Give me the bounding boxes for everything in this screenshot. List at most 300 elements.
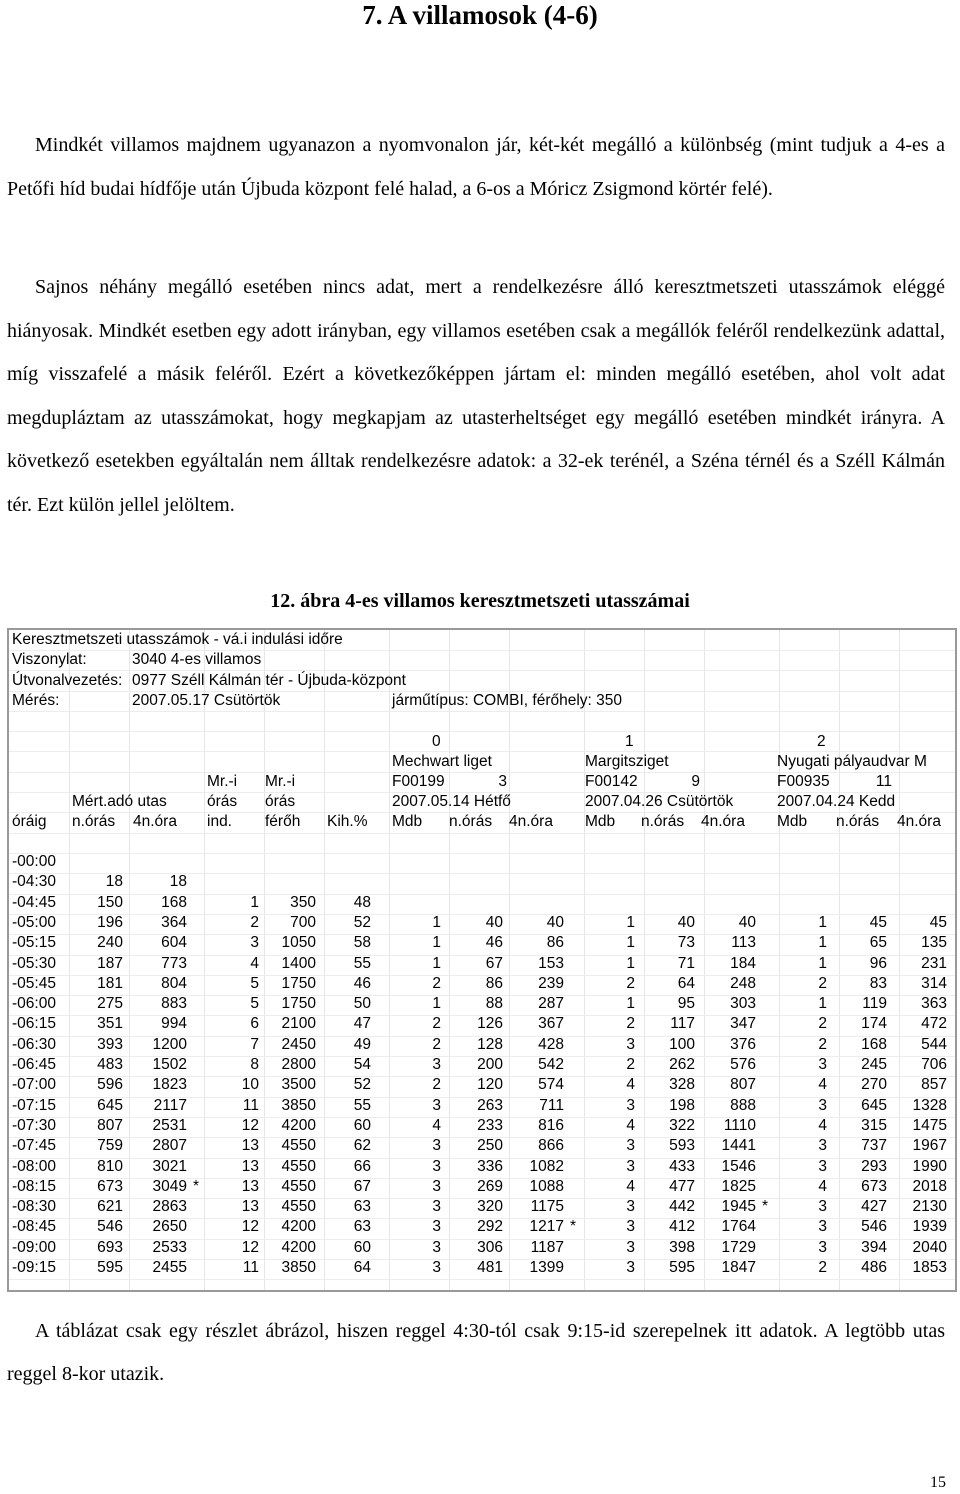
table-cell: 96 xyxy=(869,954,887,972)
table-cell: 2650 xyxy=(152,1218,187,1236)
table-cell: 2533 xyxy=(152,1238,187,1256)
missing-data-mark: * xyxy=(762,1198,769,1216)
table-cell: 810 xyxy=(97,1157,123,1175)
table-cell: 54 xyxy=(353,1056,371,1073)
table-cell: 4 xyxy=(818,1116,827,1134)
grid-line xyxy=(9,853,955,854)
table-cell: 1082 xyxy=(529,1157,564,1175)
table-cell: 48 xyxy=(353,893,371,911)
table-cell: 593 xyxy=(669,1137,695,1155)
sheet-header-text: 2007.05.17 Csütörtök xyxy=(132,691,281,709)
stop-code: F00935 xyxy=(777,773,830,790)
table-cell: 71 xyxy=(677,954,695,972)
table-cell: 62 xyxy=(353,1137,371,1155)
time-label: -07:30 xyxy=(12,1116,56,1134)
table-cell: 2 xyxy=(432,974,441,992)
table-cell: 3 xyxy=(432,1198,441,1216)
table-cell: 13 xyxy=(241,1157,259,1175)
time-label: -06:00 xyxy=(12,995,56,1013)
time-label: -07:00 xyxy=(12,1076,56,1094)
table-cell: 3 xyxy=(432,1157,441,1175)
table-cell: 1441 xyxy=(721,1137,756,1155)
table-cell: 2 xyxy=(818,974,827,992)
table-cell: 807 xyxy=(730,1076,756,1094)
table-cell: 200 xyxy=(477,1056,503,1073)
stop-code: F00142 xyxy=(585,773,638,790)
time-label: -04:45 xyxy=(12,893,56,911)
table-cell: 40 xyxy=(546,913,564,931)
table-cell: 1200 xyxy=(152,1035,187,1053)
table-cell: 40 xyxy=(677,913,695,931)
table-cell: 3850 xyxy=(281,1259,316,1276)
table-cell: 376 xyxy=(730,1035,756,1053)
table-cell: 12 xyxy=(241,1116,259,1134)
stop-name: Mechwart liget xyxy=(392,753,492,770)
table-cell: 5 xyxy=(250,995,259,1013)
missing-data-mark: * xyxy=(570,1218,577,1236)
stop-date: 2007.05.14 Hétfő xyxy=(392,793,511,810)
table-cell: 13 xyxy=(241,1177,259,1195)
table-cell: 128 xyxy=(477,1035,503,1053)
table-cell: 3 xyxy=(432,1177,441,1195)
table-cell: 2455 xyxy=(152,1259,187,1276)
table-cell: 2 xyxy=(626,1015,635,1033)
table-cell: 245 xyxy=(861,1056,887,1073)
table-cell: 64 xyxy=(353,1259,371,1276)
table-cell: 4550 xyxy=(281,1198,316,1216)
table-cell: 596 xyxy=(97,1076,123,1094)
table-cell: 1187 xyxy=(530,1238,564,1256)
table-cell: 1 xyxy=(626,954,635,972)
table-cell: 2040 xyxy=(912,1238,947,1256)
table-cell: 883 xyxy=(161,995,187,1013)
table-cell: 3 xyxy=(626,1137,635,1155)
table-cell: 3 xyxy=(626,1218,635,1236)
table-cell: 1546 xyxy=(721,1157,756,1175)
table-cell: 595 xyxy=(669,1259,695,1276)
table-cell: 4200 xyxy=(281,1218,316,1236)
table-cell: 693 xyxy=(97,1238,123,1256)
table-cell: 119 xyxy=(862,995,887,1013)
col-header: Mdb xyxy=(777,813,808,830)
table-cell: 804 xyxy=(161,974,187,992)
table-cell: 3 xyxy=(626,1157,635,1175)
stop-number: 9 xyxy=(691,773,700,790)
table-cell: 3 xyxy=(432,1137,441,1155)
table-cell: 13 xyxy=(241,1137,259,1155)
table-cell: 3 xyxy=(626,1259,635,1276)
sheet-header-text: Mérés: xyxy=(12,691,60,709)
table-cell: 1825 xyxy=(721,1177,756,1195)
table-cell: 711 xyxy=(539,1096,564,1114)
table-cell: 2 xyxy=(818,1035,827,1053)
table-cell: 2100 xyxy=(281,1015,316,1033)
sheet-header-text: Viszonylat: xyxy=(12,651,87,669)
table-cell: 4 xyxy=(250,954,259,972)
table-cell: 168 xyxy=(861,1035,887,1053)
time-label: -05:15 xyxy=(12,934,56,952)
page-title: 7. A villamosok (4-6) xyxy=(362,0,598,30)
table-cell: 2117 xyxy=(153,1096,187,1114)
table-cell: 2 xyxy=(818,1259,827,1276)
table-cell: 3 xyxy=(432,1259,441,1276)
table-cell: 275 xyxy=(97,995,123,1013)
table-cell: 888 xyxy=(730,1096,756,1114)
col-header: 4n.óra xyxy=(701,813,745,830)
col-header: ind. xyxy=(207,813,232,830)
col-header: n.órás xyxy=(836,813,880,830)
table-cell: 3 xyxy=(432,1056,441,1073)
table-cell: 542 xyxy=(538,1056,564,1073)
missing-data-mark: * xyxy=(193,1177,200,1195)
table-cell: 3 xyxy=(818,1218,827,1236)
paragraph-text: Mindkét villamos majdnem ugyanazon a nyomvonalon jár, két-két megálló a különbség (mint tudjuk a 4-es a Petőfi híd budai hídfője után Újbuda központ felé halad, a 6-os a Móricz Zsigmond körtér felé). xyxy=(7,134,945,200)
table-cell: 1050 xyxy=(281,934,316,952)
table-cell: 3021 xyxy=(152,1157,187,1175)
table-cell: 306 xyxy=(477,1238,503,1256)
table-cell: 1729 xyxy=(721,1238,756,1256)
table-cell: 1990 xyxy=(912,1157,947,1175)
table-cell: 60 xyxy=(353,1238,371,1256)
time-label: -09:15 xyxy=(12,1259,56,1276)
figure-caption: 12. ábra 4-es villamos keresztmetszeti utasszámai xyxy=(270,590,690,612)
table-cell: 486 xyxy=(861,1259,887,1276)
table-cell: 47 xyxy=(353,1015,371,1033)
grid-line xyxy=(9,833,955,834)
sheet-header-text: járműtípus: COMBI, férőhely: 350 xyxy=(392,691,623,709)
table-cell: 181 xyxy=(97,974,123,992)
table-cell: 3 xyxy=(626,1096,635,1114)
table-cell: 315 xyxy=(861,1116,887,1134)
table-cell: 857 xyxy=(921,1076,947,1094)
table-cell: 546 xyxy=(861,1218,887,1236)
table-cell: 700 xyxy=(290,913,316,931)
table-cell: 706 xyxy=(921,1056,947,1073)
table-cell: 248 xyxy=(730,974,756,992)
table-cell: 174 xyxy=(861,1015,887,1033)
time-label: -08:30 xyxy=(12,1198,56,1216)
table-cell: 621 xyxy=(97,1198,123,1216)
table-cell: 3 xyxy=(626,1035,635,1053)
table-cell: 1823 xyxy=(152,1076,187,1094)
table-cell: 673 xyxy=(97,1177,123,1195)
table-cell: 807 xyxy=(97,1116,123,1134)
table-cell: 3 xyxy=(432,1096,441,1114)
col-header: Kih.% xyxy=(327,813,368,830)
table-cell: 50 xyxy=(353,995,371,1013)
table-cell: 2 xyxy=(432,1015,441,1033)
col-header: óráig xyxy=(12,813,47,830)
table-cell: 363 xyxy=(921,995,947,1013)
table-cell: 1 xyxy=(432,954,441,972)
col-header: 4n.óra xyxy=(133,813,177,830)
table-cell: 11 xyxy=(242,1096,259,1114)
table-cell: 269 xyxy=(477,1177,503,1195)
table-cell: 1 xyxy=(432,995,441,1013)
stop-date: 2007.04.26 Csütörtök xyxy=(585,793,734,810)
table-cell: 10 xyxy=(241,1076,259,1094)
table-cell: 13 xyxy=(241,1198,259,1216)
paragraph-text: A táblázat csak egy részlet ábrázol, hiszen reggel 4:30-tól csak 9:15-id szerepelnek itt adatok. A legtöbb utas reggel 8-kor utazik. xyxy=(7,1320,945,1385)
table-cell: 4 xyxy=(626,1076,635,1094)
table-cell: 5 xyxy=(250,974,259,992)
table-cell: 83 xyxy=(869,974,887,992)
table-cell: 55 xyxy=(353,954,371,972)
table-cell: 6 xyxy=(250,1015,259,1033)
table-cell: 3 xyxy=(818,1096,827,1114)
table-cell: 2 xyxy=(432,1076,441,1094)
table-cell: 737 xyxy=(861,1137,887,1155)
grid-line xyxy=(9,1279,955,1280)
paragraph-intro xyxy=(7,124,945,211)
time-label: -06:45 xyxy=(12,1056,56,1073)
table-cell: 1 xyxy=(432,913,441,931)
table-cell: 12 xyxy=(241,1218,259,1236)
table-cell: 1847 xyxy=(721,1259,756,1276)
table-cell: 2450 xyxy=(281,1035,316,1053)
table-cell: 4 xyxy=(432,1116,441,1134)
table-cell: 196 xyxy=(97,913,123,931)
table-cell: 135 xyxy=(921,934,947,952)
table-cell: 4 xyxy=(818,1076,827,1094)
table-cell: 394 xyxy=(861,1238,887,1256)
time-label: -07:15 xyxy=(12,1096,56,1114)
time-label: -08:15 xyxy=(12,1177,56,1195)
table-cell: 1939 xyxy=(912,1218,947,1236)
col-header: n.órás xyxy=(72,813,116,830)
table-cell: 52 xyxy=(353,1076,371,1094)
table-cell: 1328 xyxy=(912,1096,947,1114)
time-label: -05:30 xyxy=(12,954,56,972)
table-cell: 67 xyxy=(353,1177,371,1195)
time-label: -06:30 xyxy=(12,1035,56,1053)
table-cell: 263 xyxy=(477,1096,503,1114)
stop-number: 11 xyxy=(875,773,892,790)
table-cell: 86 xyxy=(485,974,503,992)
table-cell: 1967 xyxy=(912,1137,947,1155)
table-cell: 40 xyxy=(485,913,503,931)
time-label: -09:00 xyxy=(12,1238,56,1256)
table-cell: 293 xyxy=(861,1157,887,1175)
col-header: órás xyxy=(207,793,238,810)
table-cell: 3 xyxy=(626,1238,635,1256)
table-cell: 351 xyxy=(97,1015,123,1033)
table-cell: 67 xyxy=(485,954,503,972)
table-cell: 2807 xyxy=(152,1137,187,1155)
time-label: -06:15 xyxy=(12,1015,56,1033)
table-cell: 66 xyxy=(353,1157,371,1175)
table-cell: 4550 xyxy=(281,1137,316,1155)
table-cell: 3 xyxy=(818,1157,827,1175)
table-cell: 3 xyxy=(818,1056,827,1073)
table-cell: 45 xyxy=(869,913,887,931)
table-cell: 320 xyxy=(477,1198,503,1216)
table-cell: 3 xyxy=(626,1198,635,1216)
table-cell: 442 xyxy=(669,1198,695,1216)
sheet-header-text: Keresztmetszeti utasszámok - vá.i indulási időre xyxy=(12,631,343,648)
table-cell: 595 xyxy=(97,1259,123,1276)
col-header: Mdb xyxy=(392,813,423,830)
table-cell: 1764 xyxy=(721,1218,756,1236)
table-cell: 187 xyxy=(97,954,123,972)
table-cell: 287 xyxy=(538,995,564,1013)
table-cell: 168 xyxy=(161,893,187,911)
table-cell: 3 xyxy=(250,934,259,952)
table-cell: 2 xyxy=(818,1015,827,1033)
table-cell: 544 xyxy=(921,1035,947,1053)
table-cell: 483 xyxy=(97,1056,123,1073)
table-cell: 1750 xyxy=(281,995,316,1013)
stop-date: 2007.04.24 Kedd xyxy=(777,793,896,810)
stop-code: F00199 xyxy=(392,773,445,790)
col-header: férőh xyxy=(265,813,301,830)
table-cell: 477 xyxy=(669,1177,695,1195)
table-cell: 2130 xyxy=(912,1198,947,1216)
col-header: órás xyxy=(265,793,296,810)
table-cell: 428 xyxy=(538,1035,564,1053)
table-cell: 1 xyxy=(818,954,827,972)
table-cell: 2 xyxy=(250,913,259,931)
sheet-header-text: Útvonalvezetés: xyxy=(12,671,123,689)
paragraph-text: Sajnos néhány megálló esetében nincs adat, mert a rendelkezésre álló keresztmetszeti utasszámok eléggé hiányosak. Mindkét esetben egy adott irányban, egy villamos esetében csak a megállók feléről rendelkezünk adattal, míg visszafelé a másik feléről. Ezért a következőképpen jártam el: minden megálló esetében, ahol volt adat megdupláztam az utasszámokat, hogy megkapjam az utasterheltséget egy megálló esetében mindkét irányra. A következő esetekben egyáltalán nem álltak rendelkezésre adatok: a 32-ek terénél, a Széna térnél és a Széll Kálmán tér. Ezt külön jellel jelöltem. xyxy=(7,276,945,516)
spreadsheet-figure xyxy=(7,628,957,1292)
table-cell: 1853 xyxy=(912,1259,947,1276)
stop-index: 2 xyxy=(817,733,826,750)
table-cell: 95 xyxy=(677,995,695,1013)
table-cell: 1 xyxy=(626,913,635,931)
stop-index: 1 xyxy=(625,733,634,750)
table-cell: 250 xyxy=(477,1137,503,1155)
table-cell: 759 xyxy=(97,1137,123,1155)
col-header: Mdb xyxy=(585,813,616,830)
table-cell: 262 xyxy=(669,1056,695,1073)
table-cell: 292 xyxy=(477,1218,503,1236)
table-cell: 364 xyxy=(161,913,187,931)
time-label: -08:00 xyxy=(12,1157,56,1175)
table-cell: 481 xyxy=(477,1259,503,1276)
table-cell: 239 xyxy=(538,974,564,992)
table-cell: 1088 xyxy=(529,1177,564,1195)
table-cell: 1400 xyxy=(281,954,316,972)
table-cell: 60 xyxy=(353,1116,371,1134)
col-header: 4n.óra xyxy=(509,813,553,830)
table-cell: 4550 xyxy=(281,1177,316,1195)
table-cell: 12 xyxy=(241,1238,259,1256)
table-cell: 4 xyxy=(626,1177,635,1195)
table-cell: 4 xyxy=(626,1116,635,1134)
table-cell: 58 xyxy=(353,934,371,952)
table-cell: 1945 xyxy=(721,1198,756,1216)
table-cell: 3 xyxy=(818,1198,827,1216)
table-cell: 1399 xyxy=(529,1259,564,1276)
table-cell: 2800 xyxy=(281,1056,316,1073)
table-cell: 347 xyxy=(730,1015,756,1033)
stop-name: Margitsziget xyxy=(585,753,669,770)
grid-line xyxy=(9,731,955,732)
table-cell: 303 xyxy=(730,995,756,1013)
col-header: 4n.óra xyxy=(897,813,941,830)
table-cell: 4 xyxy=(818,1177,827,1195)
sheet-header-text: 0977 Széll Kálmán tér - Újbuda-központ xyxy=(132,671,406,689)
col-header: Mért.adó utas xyxy=(72,793,167,810)
page-number: 15 xyxy=(930,1474,946,1491)
time-label: -05:00 xyxy=(12,913,56,931)
table-cell: 3 xyxy=(818,1238,827,1256)
table-cell: 433 xyxy=(669,1157,695,1175)
table-cell: 11 xyxy=(242,1259,259,1276)
table-cell: 866 xyxy=(538,1137,564,1155)
table-cell: 2863 xyxy=(152,1198,187,1216)
table-cell: 46 xyxy=(353,974,371,992)
table-cell: 412 xyxy=(669,1218,695,1236)
table-cell: 773 xyxy=(161,954,187,972)
table-cell: 2531 xyxy=(152,1116,187,1134)
table-cell: 231 xyxy=(921,954,947,972)
table-cell: 1 xyxy=(432,934,441,952)
table-cell: 126 xyxy=(477,1015,503,1033)
table-cell: 328 xyxy=(669,1076,695,1094)
table-cell: 3049 xyxy=(152,1177,187,1195)
table-cell: 100 xyxy=(669,1035,695,1053)
table-cell: 88 xyxy=(485,995,503,1013)
time-label: -04:30 xyxy=(12,873,56,891)
table-cell: 18 xyxy=(105,873,123,891)
table-cell: 1 xyxy=(818,913,827,931)
table-cell: 3 xyxy=(818,1137,827,1155)
table-cell: 1750 xyxy=(281,974,316,992)
time-label: -00:00 xyxy=(12,853,56,870)
col-header: Mr.-i xyxy=(265,773,296,790)
table-cell: 153 xyxy=(538,954,564,972)
time-label: -07:45 xyxy=(12,1137,56,1155)
table-cell: 233 xyxy=(477,1116,503,1134)
table-cell: 1 xyxy=(250,893,259,911)
table-cell: 55 xyxy=(353,1096,371,1114)
table-cell: 18 xyxy=(169,873,187,891)
table-cell: 8 xyxy=(250,1056,259,1073)
table-cell: 1217 xyxy=(529,1218,564,1236)
table-cell: 86 xyxy=(546,934,564,952)
paragraph-missing-data xyxy=(7,266,945,527)
stop-index: 0 xyxy=(432,733,441,750)
table-cell: 270 xyxy=(861,1076,887,1094)
time-label: -05:45 xyxy=(12,974,56,992)
table-cell: 1 xyxy=(818,995,827,1013)
paragraph-summary xyxy=(7,1310,945,1396)
table-cell: 240 xyxy=(97,934,123,952)
table-cell: 472 xyxy=(921,1015,947,1033)
table-cell: 2 xyxy=(626,1056,635,1073)
table-cell: 150 xyxy=(97,893,123,911)
table-cell: 4200 xyxy=(281,1238,316,1256)
table-cell: 184 xyxy=(730,954,756,972)
table-cell: 645 xyxy=(97,1096,123,1114)
table-cell: 1 xyxy=(626,934,635,952)
col-header: Mr.-i xyxy=(207,773,238,790)
table-cell: 117 xyxy=(670,1015,695,1033)
table-cell: 350 xyxy=(290,893,316,911)
table-cell: 314 xyxy=(921,974,947,992)
grid-line xyxy=(9,711,955,712)
table-cell: 1 xyxy=(818,934,827,952)
table-cell: 546 xyxy=(97,1218,123,1236)
table-cell: 73 xyxy=(677,934,695,952)
table-cell: 398 xyxy=(669,1238,695,1256)
table-cell: 65 xyxy=(869,934,887,952)
table-cell: 40 xyxy=(738,913,756,931)
table-cell: 3 xyxy=(432,1218,441,1236)
table-cell: 64 xyxy=(677,974,695,992)
